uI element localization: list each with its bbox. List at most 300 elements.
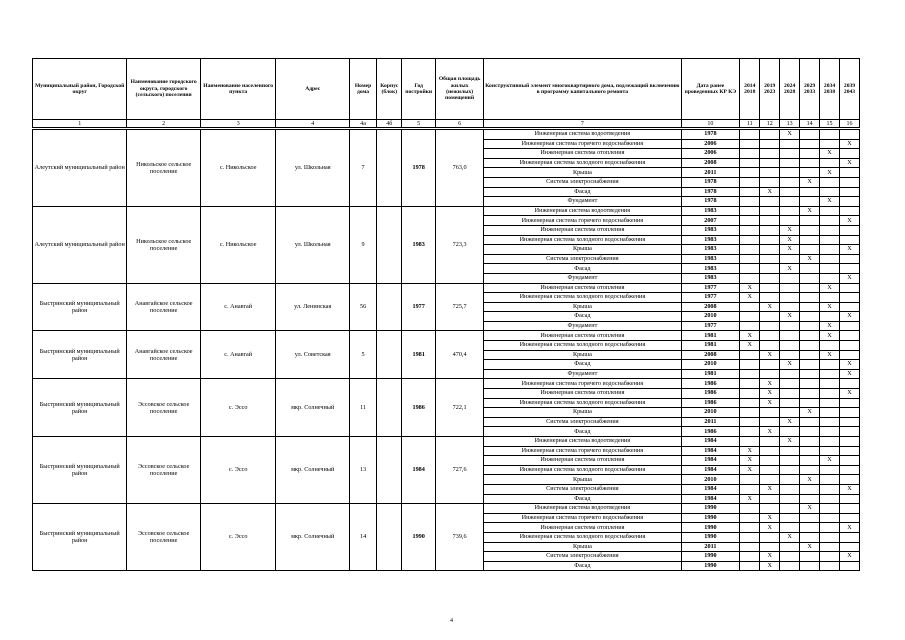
period-mark-cell: [820, 446, 840, 456]
repair-date-cell: 1986: [681, 427, 740, 437]
repair-date-cell: 1983: [681, 264, 740, 274]
period-mark-cell: [820, 216, 840, 226]
repair-date-cell: 1984: [681, 465, 740, 475]
period-mark-cell: [760, 273, 780, 283]
period-mark-cell: [800, 312, 820, 322]
period-mark-cell: [800, 494, 820, 504]
settlement-cell: Анавгайское сельское поселение: [127, 331, 200, 379]
period-mark-cell: [800, 484, 820, 494]
area-cell: 723,3: [435, 206, 483, 283]
period-mark-cell: [820, 130, 840, 140]
period-mark-cell: [800, 187, 820, 197]
element-name-cell: Инженерная система водоотведения: [484, 504, 681, 514]
period-mark-cell: [780, 446, 800, 456]
column-number: 10: [681, 120, 740, 128]
period-mark-cell: [780, 273, 800, 283]
period-mark-cell: [820, 437, 840, 447]
period-mark-cell: [839, 532, 859, 542]
period-mark-cell: [780, 331, 800, 341]
locality-cell: с. Эссо: [200, 379, 276, 437]
district-cell: Быстринский муниципальный район: [33, 283, 127, 331]
period-mark-cell: [820, 427, 840, 437]
period-mark-cell: [780, 542, 800, 552]
repair-date-cell: 2008: [681, 302, 740, 312]
period-mark-cell: [800, 158, 820, 168]
period-mark-cell: [800, 130, 820, 140]
period-mark-cell: [800, 360, 820, 370]
period-mark-cell: [740, 504, 760, 514]
column-number: 13: [780, 120, 800, 128]
repair-date-cell: 1990: [681, 532, 740, 542]
settlement-cell: Анавгайское сельское поселение: [127, 283, 200, 331]
repair-date-cell: 2010: [681, 475, 740, 485]
period-mark-cell: [740, 513, 760, 523]
column-number: 16: [839, 120, 859, 128]
period-mark-cell: [740, 206, 760, 216]
period-mark-cell: [820, 523, 840, 533]
period-mark-cell: [820, 360, 840, 370]
period-mark-cell: [839, 225, 859, 235]
period-mark-cell: [740, 542, 760, 552]
repair-date-cell: 1983: [681, 245, 740, 255]
period-mark-cell: [780, 523, 800, 533]
settlement-cell: Эссовское сельское поселение: [127, 379, 200, 437]
period-mark-cell: [780, 561, 800, 571]
table-body: [33, 130, 860, 571]
period-mark-cell: X: [760, 187, 780, 197]
period-mark-cell: [760, 504, 780, 514]
repair-date-cell: 1986: [681, 379, 740, 389]
element-name-cell: Инженерная система отопления: [484, 456, 681, 466]
column-number: 3: [200, 120, 276, 128]
table-row: [33, 130, 860, 140]
period-mark-cell: [760, 235, 780, 245]
period-mark-cell: [820, 532, 840, 542]
period-mark-cell: [800, 168, 820, 178]
period-mark-cell: [780, 504, 800, 514]
period-mark-cell: [740, 552, 760, 562]
element-name-cell: Инженерная система отопления: [484, 331, 681, 341]
period-mark-cell: [780, 187, 800, 197]
repair-date-cell: 1986: [681, 389, 740, 399]
repair-date-cell: 2010: [681, 360, 740, 370]
table-row: [33, 331, 860, 341]
period-mark-cell: [800, 216, 820, 226]
locality-cell: с. Анавгай: [200, 331, 276, 379]
element-name-cell: Инженерная система холодного водоснабжения: [484, 341, 681, 351]
period-mark-cell: X: [780, 437, 800, 447]
period-mark-cell: [760, 177, 780, 187]
period-mark-cell: X: [820, 456, 840, 466]
period-mark-cell: [820, 177, 840, 187]
period-mark-cell: [800, 465, 820, 475]
period-mark-cell: [820, 494, 840, 504]
element-name-cell: Система электроснабжения: [484, 417, 681, 427]
period-mark-cell: [740, 302, 760, 312]
period-mark-cell: [800, 398, 820, 408]
element-name-cell: Фундамент: [484, 369, 681, 379]
period-mark-cell: [800, 197, 820, 207]
period-mark-cell: X: [820, 197, 840, 207]
element-name-cell: Крыша: [484, 475, 681, 485]
period-mark-cell: X: [740, 446, 760, 456]
block-cell: [377, 331, 402, 379]
year-cell: 1978: [402, 130, 436, 207]
period-mark-cell: X: [760, 379, 780, 389]
period-mark-cell: [740, 475, 760, 485]
period-mark-cell: [760, 149, 780, 159]
period-mark-cell: [820, 408, 840, 418]
block-cell: [377, 130, 402, 207]
col-header-period-2: 2019 2023: [760, 59, 780, 120]
period-mark-cell: [760, 446, 780, 456]
period-mark-cell: [839, 379, 859, 389]
repair-date-cell: 1978: [681, 130, 740, 140]
repair-date-cell: 2008: [681, 350, 740, 360]
period-mark-cell: X: [760, 302, 780, 312]
element-name-cell: Инженерная система холодного водоснабжения: [484, 532, 681, 542]
period-mark-cell: [820, 235, 840, 245]
period-mark-cell: [800, 523, 820, 533]
period-mark-cell: [800, 561, 820, 571]
period-mark-cell: [839, 302, 859, 312]
repair-date-cell: 1981: [681, 369, 740, 379]
period-mark-cell: X: [839, 273, 859, 283]
period-mark-cell: [780, 168, 800, 178]
repair-date-cell: 1984: [681, 494, 740, 504]
area-cell: 727,6: [435, 437, 483, 504]
period-mark-cell: [800, 293, 820, 303]
period-mark-cell: X: [740, 293, 760, 303]
repair-date-cell: 1990: [681, 552, 740, 562]
locality-cell: с. Никольское: [200, 130, 276, 207]
col-header-area: Общая площадь жилых (нежилых) помещений: [435, 59, 483, 120]
period-mark-cell: [800, 149, 820, 159]
period-mark-cell: [839, 475, 859, 485]
col-header-period-1: 2014 2018: [740, 59, 760, 120]
repair-date-cell: 2010: [681, 312, 740, 322]
period-mark-cell: X: [820, 331, 840, 341]
period-mark-cell: [760, 341, 780, 351]
address-cell: ул. Школьная: [276, 130, 349, 207]
period-mark-cell: [760, 532, 780, 542]
repair-date-cell: 1977: [681, 283, 740, 293]
period-mark-cell: X: [760, 398, 780, 408]
period-mark-cell: X: [780, 417, 800, 427]
period-mark-cell: [820, 552, 840, 562]
area-cell: 722,1: [435, 379, 483, 437]
period-mark-cell: [800, 225, 820, 235]
period-mark-cell: [839, 417, 859, 427]
district-cell: Алеутский муниципальный район: [33, 130, 127, 207]
period-mark-cell: X: [839, 523, 859, 533]
period-mark-cell: [740, 398, 760, 408]
period-mark-cell: [760, 321, 780, 331]
col-header-period-4: 2029 2033: [800, 59, 820, 120]
repair-date-cell: 2010: [681, 408, 740, 418]
element-name-cell: Инженерная система горячего водоснабжения: [484, 216, 681, 226]
period-mark-cell: [760, 360, 780, 370]
repair-date-cell: 1983: [681, 254, 740, 264]
year-cell: 1983: [402, 206, 436, 283]
period-mark-cell: [800, 427, 820, 437]
district-cell: Алеутский муниципальный район: [33, 206, 127, 283]
period-mark-cell: [760, 225, 780, 235]
repair-date-cell: 1978: [681, 197, 740, 207]
settlement-cell: Никольское сельское поселение: [127, 206, 200, 283]
period-mark-cell: [740, 187, 760, 197]
period-mark-cell: [760, 437, 780, 447]
period-mark-cell: [760, 312, 780, 322]
period-mark-cell: [760, 475, 780, 485]
period-mark-cell: X: [760, 427, 780, 437]
period-mark-cell: X: [820, 302, 840, 312]
period-mark-cell: X: [800, 542, 820, 552]
period-mark-cell: [820, 225, 840, 235]
repair-date-cell: 1984: [681, 456, 740, 466]
period-mark-cell: [760, 417, 780, 427]
column-number: 7: [484, 120, 681, 128]
year-cell: 1981: [402, 331, 436, 379]
col-header-block: Корпус (блок): [377, 59, 402, 120]
period-mark-cell: [760, 331, 780, 341]
locality-cell: с. Никольское: [200, 206, 276, 283]
period-mark-cell: X: [760, 513, 780, 523]
period-mark-cell: [820, 293, 840, 303]
column-number-row: [33, 120, 860, 128]
period-mark-cell: [760, 369, 780, 379]
element-name-cell: Крыша: [484, 408, 681, 418]
locality-cell: с. Анавгай: [200, 283, 276, 331]
element-name-cell: Фасад: [484, 427, 681, 437]
period-mark-cell: X: [839, 216, 859, 226]
period-mark-cell: [760, 494, 780, 504]
period-mark-cell: X: [780, 264, 800, 274]
area-cell: 739,6: [435, 504, 483, 571]
period-mark-cell: [760, 293, 780, 303]
period-mark-cell: X: [800, 254, 820, 264]
col-header-period-3: 2024 2028: [780, 59, 800, 120]
period-mark-cell: [780, 158, 800, 168]
period-mark-cell: X: [800, 177, 820, 187]
period-mark-cell: [800, 302, 820, 312]
period-mark-cell: [740, 149, 760, 159]
period-mark-cell: [839, 542, 859, 552]
area-cell: 725,7: [435, 283, 483, 331]
element-name-cell: Инженерная система водоотведения: [484, 130, 681, 140]
element-name-cell: Крыша: [484, 168, 681, 178]
period-mark-cell: [740, 427, 760, 437]
period-mark-cell: [820, 398, 840, 408]
element-name-cell: Система электроснабжения: [484, 552, 681, 562]
settlement-cell: Никольское сельское поселение: [127, 130, 200, 207]
repair-date-cell: 2007: [681, 216, 740, 226]
period-mark-cell: [820, 389, 840, 399]
page-number: 4: [450, 618, 453, 624]
column-number: 2: [127, 120, 200, 128]
period-mark-cell: X: [780, 235, 800, 245]
period-mark-cell: [740, 360, 760, 370]
repair-date-cell: 1977: [681, 293, 740, 303]
period-mark-cell: [740, 254, 760, 264]
table-row: [33, 283, 860, 293]
element-name-cell: Инженерная система холодного водоснабжения: [484, 235, 681, 245]
period-mark-cell: [800, 283, 820, 293]
area-cell: 763,0: [435, 130, 483, 207]
period-mark-cell: [740, 350, 760, 360]
period-mark-cell: [820, 417, 840, 427]
repair-date-cell: 1981: [681, 331, 740, 341]
element-name-cell: Инженерная система водоотведения: [484, 437, 681, 447]
element-name-cell: Система электроснабжения: [484, 254, 681, 264]
column-number: 4б: [377, 120, 402, 128]
block-cell: [377, 437, 402, 504]
repair-date-cell: 1984: [681, 484, 740, 494]
period-mark-cell: [780, 254, 800, 264]
period-mark-cell: [800, 437, 820, 447]
period-mark-cell: [839, 177, 859, 187]
period-mark-cell: [800, 331, 820, 341]
period-mark-cell: [780, 206, 800, 216]
settlement-cell: Эссовское сельское поселение: [127, 437, 200, 504]
period-mark-cell: [780, 379, 800, 389]
period-mark-cell: [839, 341, 859, 351]
period-mark-cell: [839, 187, 859, 197]
period-mark-cell: [780, 321, 800, 331]
locality-cell: с. Эссо: [200, 437, 276, 504]
period-mark-cell: [800, 417, 820, 427]
column-number: 1: [33, 120, 127, 128]
period-mark-cell: [800, 273, 820, 283]
period-mark-cell: [780, 177, 800, 187]
year-cell: 1990: [402, 504, 436, 571]
period-mark-cell: [820, 542, 840, 552]
repair-date-cell: 1984: [681, 437, 740, 447]
period-mark-cell: X: [839, 312, 859, 322]
period-mark-cell: [740, 245, 760, 255]
col-header-year: Год постройки: [402, 59, 436, 120]
repair-date-cell: 1986: [681, 398, 740, 408]
period-mark-cell: X: [820, 168, 840, 178]
table-row: [33, 206, 860, 216]
element-name-cell: Крыша: [484, 302, 681, 312]
element-name-cell: Инженерная система горячего водоснабжения: [484, 139, 681, 149]
period-mark-cell: [820, 206, 840, 216]
period-mark-cell: X: [839, 389, 859, 399]
house-number-cell: 7: [349, 130, 376, 207]
period-mark-cell: [740, 264, 760, 274]
period-mark-cell: [760, 139, 780, 149]
repair-date-cell: 2006: [681, 149, 740, 159]
period-mark-cell: [740, 216, 760, 226]
period-mark-cell: X: [839, 360, 859, 370]
element-name-cell: Инженерная система холодного водоснабжения: [484, 465, 681, 475]
address-cell: ул. Советская: [276, 331, 349, 379]
element-name-cell: Фасад: [484, 360, 681, 370]
period-mark-cell: X: [800, 206, 820, 216]
locality-cell: с. Эссо: [200, 504, 276, 571]
address-cell: мкр. Солнечный: [276, 379, 349, 437]
period-mark-cell: X: [760, 561, 780, 571]
period-mark-cell: [839, 293, 859, 303]
period-mark-cell: [740, 225, 760, 235]
period-mark-cell: [800, 552, 820, 562]
column-number: 15: [820, 120, 840, 128]
period-mark-cell: [820, 561, 840, 571]
period-mark-cell: [780, 465, 800, 475]
period-mark-cell: X: [780, 225, 800, 235]
column-number: 4: [276, 120, 349, 128]
address-cell: мкр. Солнечный: [276, 504, 349, 571]
period-mark-cell: [800, 379, 820, 389]
period-mark-cell: [760, 216, 780, 226]
element-name-cell: Система электроснабжения: [484, 484, 681, 494]
period-mark-cell: [839, 465, 859, 475]
period-mark-cell: [820, 312, 840, 322]
period-mark-cell: [839, 494, 859, 504]
repair-date-cell: 1990: [681, 561, 740, 571]
col-header-element: Конструктивный элемент многоквартирного дома, подлежащий включению в программу капитального ремонта: [484, 59, 681, 120]
repair-date-cell: 2008: [681, 158, 740, 168]
col-header-repair-date: Дата ранее проведенных КР КЭ: [681, 59, 740, 120]
period-mark-cell: [780, 369, 800, 379]
repair-date-cell: 1984: [681, 446, 740, 456]
period-mark-cell: [780, 427, 800, 437]
period-mark-cell: [760, 264, 780, 274]
period-mark-cell: X: [740, 341, 760, 351]
period-mark-cell: [820, 245, 840, 255]
period-mark-cell: [760, 254, 780, 264]
house-number-cell: 13: [349, 437, 376, 504]
element-name-cell: Инженерная система холодного водоснабжения: [484, 158, 681, 168]
period-mark-cell: [800, 350, 820, 360]
repair-date-cell: 1978: [681, 177, 740, 187]
period-mark-cell: X: [780, 312, 800, 322]
period-mark-cell: [740, 197, 760, 207]
period-mark-cell: X: [760, 350, 780, 360]
house-number-cell: 9: [349, 206, 376, 283]
repair-date-cell: 1983: [681, 225, 740, 235]
repair-date-cell: 1990: [681, 513, 740, 523]
period-mark-cell: [740, 369, 760, 379]
period-mark-cell: [780, 302, 800, 312]
period-mark-cell: [780, 456, 800, 466]
column-number: 6: [435, 120, 483, 128]
period-mark-cell: X: [760, 484, 780, 494]
block-cell: [377, 206, 402, 283]
period-mark-cell: [780, 149, 800, 159]
period-mark-cell: [780, 197, 800, 207]
period-mark-cell: [839, 331, 859, 341]
period-mark-cell: X: [760, 523, 780, 533]
period-mark-cell: X: [820, 149, 840, 159]
element-name-cell: Фундамент: [484, 197, 681, 207]
period-mark-cell: X: [820, 350, 840, 360]
period-mark-cell: [780, 350, 800, 360]
element-name-cell: Инженерная система отопления: [484, 225, 681, 235]
element-name-cell: Инженерная система холодного водоснабжения: [484, 398, 681, 408]
period-mark-cell: [780, 408, 800, 418]
col-header-period-6: 2039 2043: [839, 59, 859, 120]
table-row: [33, 379, 860, 389]
repair-date-cell: 1977: [681, 321, 740, 331]
period-mark-cell: [820, 475, 840, 485]
period-mark-cell: X: [800, 408, 820, 418]
period-mark-cell: [760, 168, 780, 178]
period-mark-cell: [800, 321, 820, 331]
period-mark-cell: [760, 130, 780, 140]
period-mark-cell: [740, 168, 760, 178]
